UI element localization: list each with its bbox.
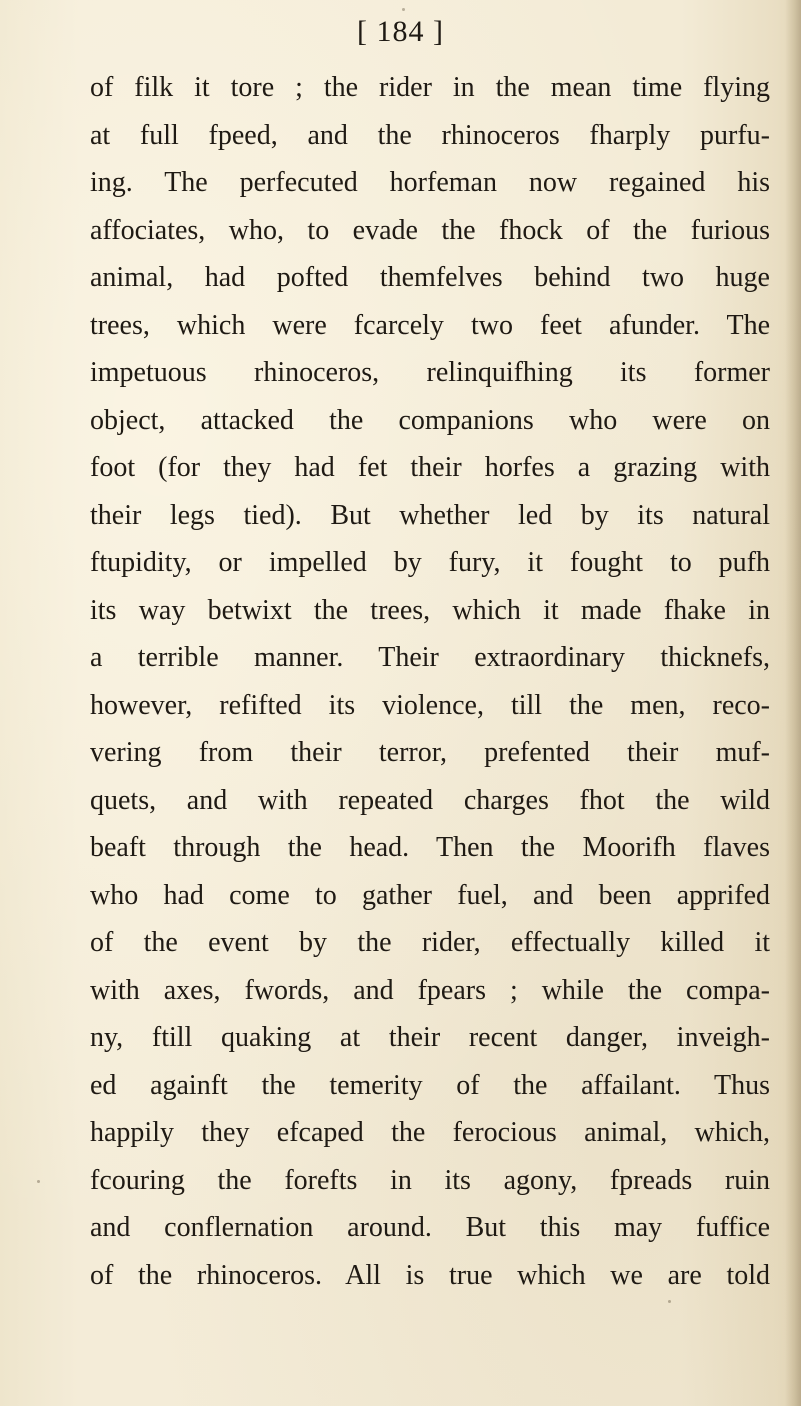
text-line: quets, and with repeated charges fhot the wild <box>90 784 770 816</box>
text-line: its way betwixt the trees, which it made fhake in <box>90 594 770 626</box>
text-line: who had come to gather fuel, and been apprifed <box>90 879 770 911</box>
text-line: ftupidity, or impelled by fury, it fought to pufh <box>90 547 770 578</box>
text-line: impetuous rhinoceros, relinquifhing its former <box>90 357 770 388</box>
text-line: animal, had pofted themfelves behind two huge <box>90 262 770 293</box>
text-line: of filk it tore ; the rider in the mean time flying <box>90 72 770 103</box>
body-text <box>90 64 770 1299</box>
text-line: vering from their terror, prefented their muf- <box>90 737 770 768</box>
text-line: ed againft the temerity of the affailant. Thus <box>90 1069 770 1101</box>
text-line: of the event by the rider, effectually killed it <box>90 927 770 958</box>
text-line: fcouring the forefts in its agony, fpreads ruin <box>90 1164 770 1196</box>
text-line: object, attacked the companions who were on <box>90 404 770 436</box>
text-line: a terrible manner. Their extraordinary thicknefs, <box>90 642 770 673</box>
text-line: ny, ftill quaking at their recent danger, inveigh- <box>90 1022 770 1053</box>
text-line: and conflernation around. But this may fuffice <box>90 1212 770 1243</box>
text-line: of the rhinoceros. All is true which we are told <box>90 1259 770 1291</box>
text-line: ing. The perfecuted horfeman now regained his <box>90 167 770 198</box>
paper-speck <box>37 1180 40 1183</box>
text-line: at full fpeed, and the rhinoceros fharply purfu- <box>90 119 770 151</box>
text-line: trees, which were fcarcely two feet afunder. The <box>90 309 770 341</box>
text-line: beaft through the head. Then the Moorifh flaves <box>90 832 770 863</box>
text-line: however, refifted its violence, till the men, reco- <box>90 689 770 721</box>
page-edge-shadow <box>785 0 801 1406</box>
paper-speck <box>668 1300 671 1303</box>
text-line: happily they efcaped the ferocious animal, which, <box>90 1117 770 1148</box>
page-number: [ 184 ] <box>357 15 444 48</box>
paper-speck <box>402 8 405 11</box>
text-line: with axes, fwords, and fpears ; while the compa- <box>90 974 770 1006</box>
text-line: foot (for they had fet their horfes a grazing with <box>90 452 770 483</box>
text-line: affociates, who, to evade the fhock of the furious <box>90 214 770 246</box>
text-line: their legs tied). But whether led by its natural <box>90 499 770 531</box>
